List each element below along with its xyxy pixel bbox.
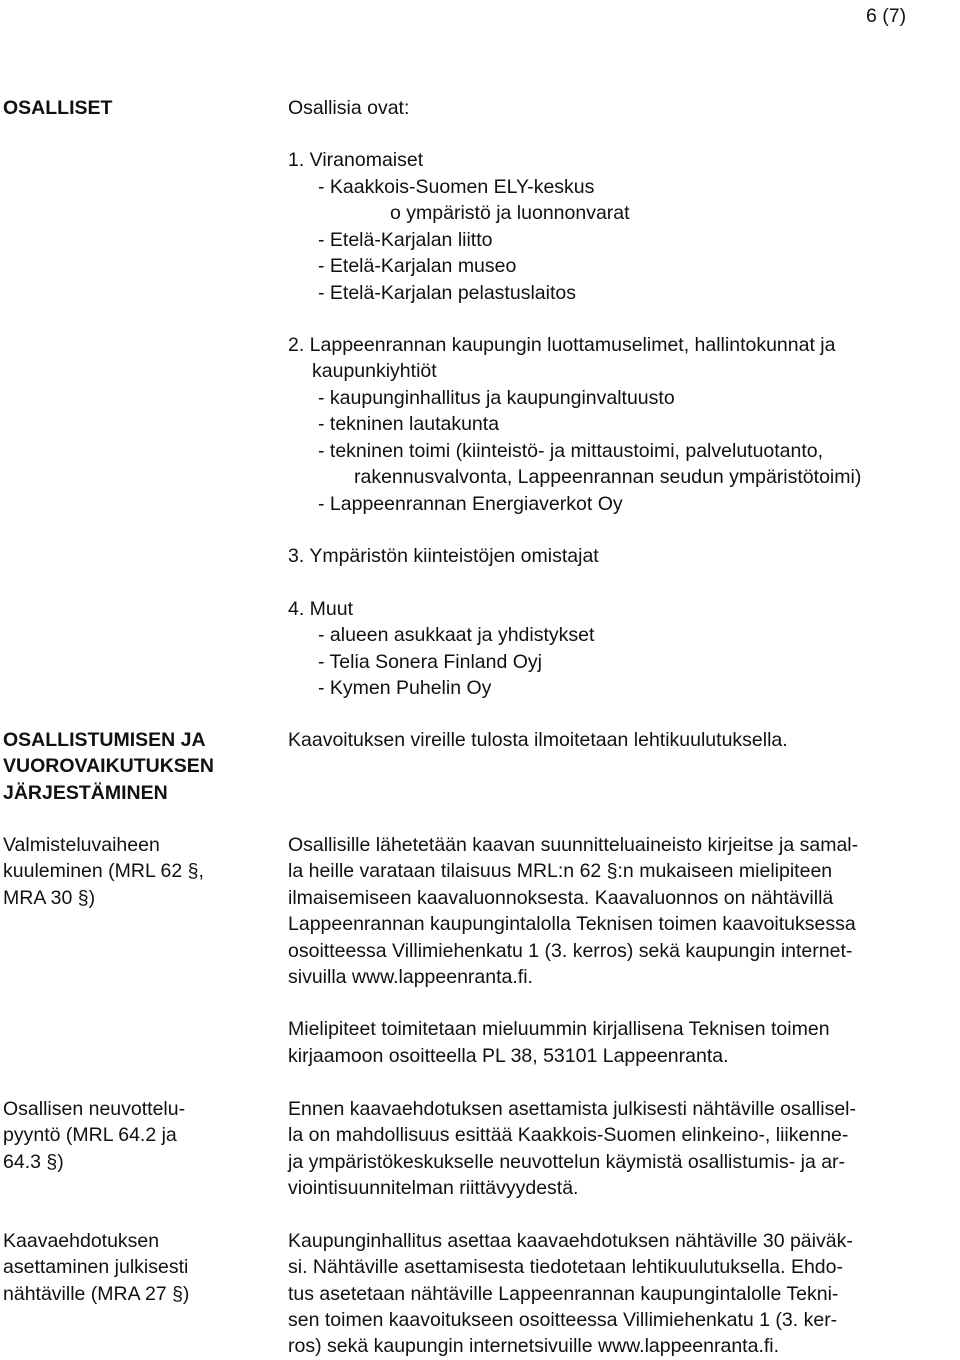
group1-item: - Etelä-Karjalan museo: [318, 255, 517, 277]
group2-item-cont: rakennusvalvonta, Lappeenrannan seudun ympäristötoimi): [354, 466, 862, 488]
valmistelu-text-line: Lappeenrannan kaupungintalolla Teknisen toimen kaavoituksessa: [288, 913, 856, 935]
valmistelu-text-line: Osallisille lähetetään kaavan suunnitteluaineisto kirjeitse ja samal-: [288, 834, 859, 856]
mielipiteet-text-line: kirjaamoon osoitteella PL 38, 53101 Lappeenranta.: [288, 1045, 729, 1067]
group2-item: - tekninen lautakunta: [318, 413, 500, 435]
group4-item: - Kymen Puhelin Oy: [318, 677, 492, 699]
ehdotus-label: nähtäville (MRA 27 §): [3, 1283, 190, 1305]
group1-item: - Etelä-Karjalan liitto: [318, 229, 493, 251]
valmistelu-text-line: sivuilla www.lappeenranta.fi.: [288, 966, 533, 988]
section-heading-osallistuminen: JÄRJESTÄMINEN: [3, 782, 168, 804]
valmistelu-label: kuuleminen (MRL 62 §,: [3, 860, 204, 882]
osalliset-intro: Osallisia ovat:: [288, 97, 410, 119]
group2-item: - tekninen toimi (kiinteistö- ja mittaustoimi, palvelutuotanto,: [318, 440, 824, 462]
group4-item: - Telia Sonera Finland Oyj: [318, 651, 543, 673]
group4-title: 4. Muut: [288, 598, 354, 620]
ehdotus-text-line: tus asetetaan nähtäville Lappeenrannan kaupungintalolle Tekni-: [288, 1283, 839, 1305]
group4-item: - alueen asukkaat ja yhdistykset: [318, 624, 595, 646]
ehdotus-text-line: sen toimen kaavoitukseen osoitteessa Villimiehenkatu 1 (3. ker-: [288, 1309, 838, 1331]
neuvottelu-text-line: viointisuunnitelman riittävyydestä.: [288, 1177, 579, 1199]
neuvottelu-text-line: la on mahdollisuus esittää Kaakkois-Suomen elinkeino-, liikenne-: [288, 1124, 849, 1146]
ehdotus-label: Kaavaehdotuksen: [3, 1230, 160, 1252]
valmistelu-text-line: osoitteessa Villimiehenkatu 1 (3. kerros) sekä kaupungin internet-: [288, 940, 853, 962]
ehdotus-text-line: ros) sekä kaupungin internetsivuille www.lappeenranta.fi.: [288, 1335, 780, 1357]
group2-title: 2. Lappeenrannan kaupungin luottamuselimet, hallintokunnat ja: [288, 334, 836, 356]
group1-subitem: o ympäristö ja luonnonvarat: [390, 202, 630, 224]
valmistelu-text-line: ilmaisemiseen kaavaluonnoksesta. Kaavaluonnos on nähtävillä: [288, 887, 834, 909]
osallistuminen-intro: Kaavoituksen vireille tulosta ilmoitetaan lehtikuulutuksella.: [288, 729, 788, 751]
valmistelu-label: MRA 30 §): [3, 887, 96, 909]
section-heading-osalliset: OSALLISET: [3, 97, 113, 119]
valmistelu-label: Valmisteluvaiheen: [3, 834, 160, 856]
group2-item: - kaupunginhallitus ja kaupunginvaltuusto: [318, 387, 675, 409]
ehdotus-text-line: Kaupunginhallitus asettaa kaavaehdotuksen nähtäville 30 päiväk-: [288, 1230, 853, 1252]
group2-item: - Lappeenrannan Energiaverkot Oy: [318, 493, 623, 515]
group3-title: 3. Ympäristön kiinteistöjen omistajat: [288, 545, 599, 567]
group1-title: 1. Viranomaiset: [288, 149, 424, 171]
ehdotus-label: asettaminen julkisesti: [3, 1256, 189, 1278]
group2-title-cont: kaupunkiyhtiöt: [312, 360, 437, 382]
page-number: 6 (7): [866, 5, 907, 27]
neuvottelu-label: 64.3 §): [3, 1151, 64, 1173]
neuvottelu-label: Osallisen neuvottelu-: [3, 1098, 186, 1120]
neuvottelu-text-line: Ennen kaavaehdotuksen asettamista julkisesti nähtäville osallisel-: [288, 1098, 856, 1120]
neuvottelu-label: pyyntö (MRL 64.2 ja: [3, 1124, 177, 1146]
ehdotus-text-line: si. Nähtäville asettamisesta tiedotetaan lehtikuulutuksella. Ehdo-: [288, 1256, 843, 1278]
group1-item: - Kaakkois-Suomen ELY-keskus: [318, 176, 595, 198]
section-heading-osallistuminen: OSALLISTUMISEN JA: [3, 729, 206, 751]
mielipiteet-text-line: Mielipiteet toimitetaan mieluummin kirjallisena Teknisen toimen: [288, 1018, 830, 1040]
valmistelu-text-line: la heille varataan tilaisuus MRL:n 62 §:n mukaiseen mielipiteen: [288, 860, 833, 882]
section-heading-osallistuminen: VUOROVAIKUTUKSEN: [3, 755, 214, 777]
group1-item: - Etelä-Karjalan pelastuslaitos: [318, 282, 576, 304]
neuvottelu-text-line: ja ympäristökeskukselle neuvottelun käymistä osallistumis- ja ar-: [288, 1151, 846, 1173]
